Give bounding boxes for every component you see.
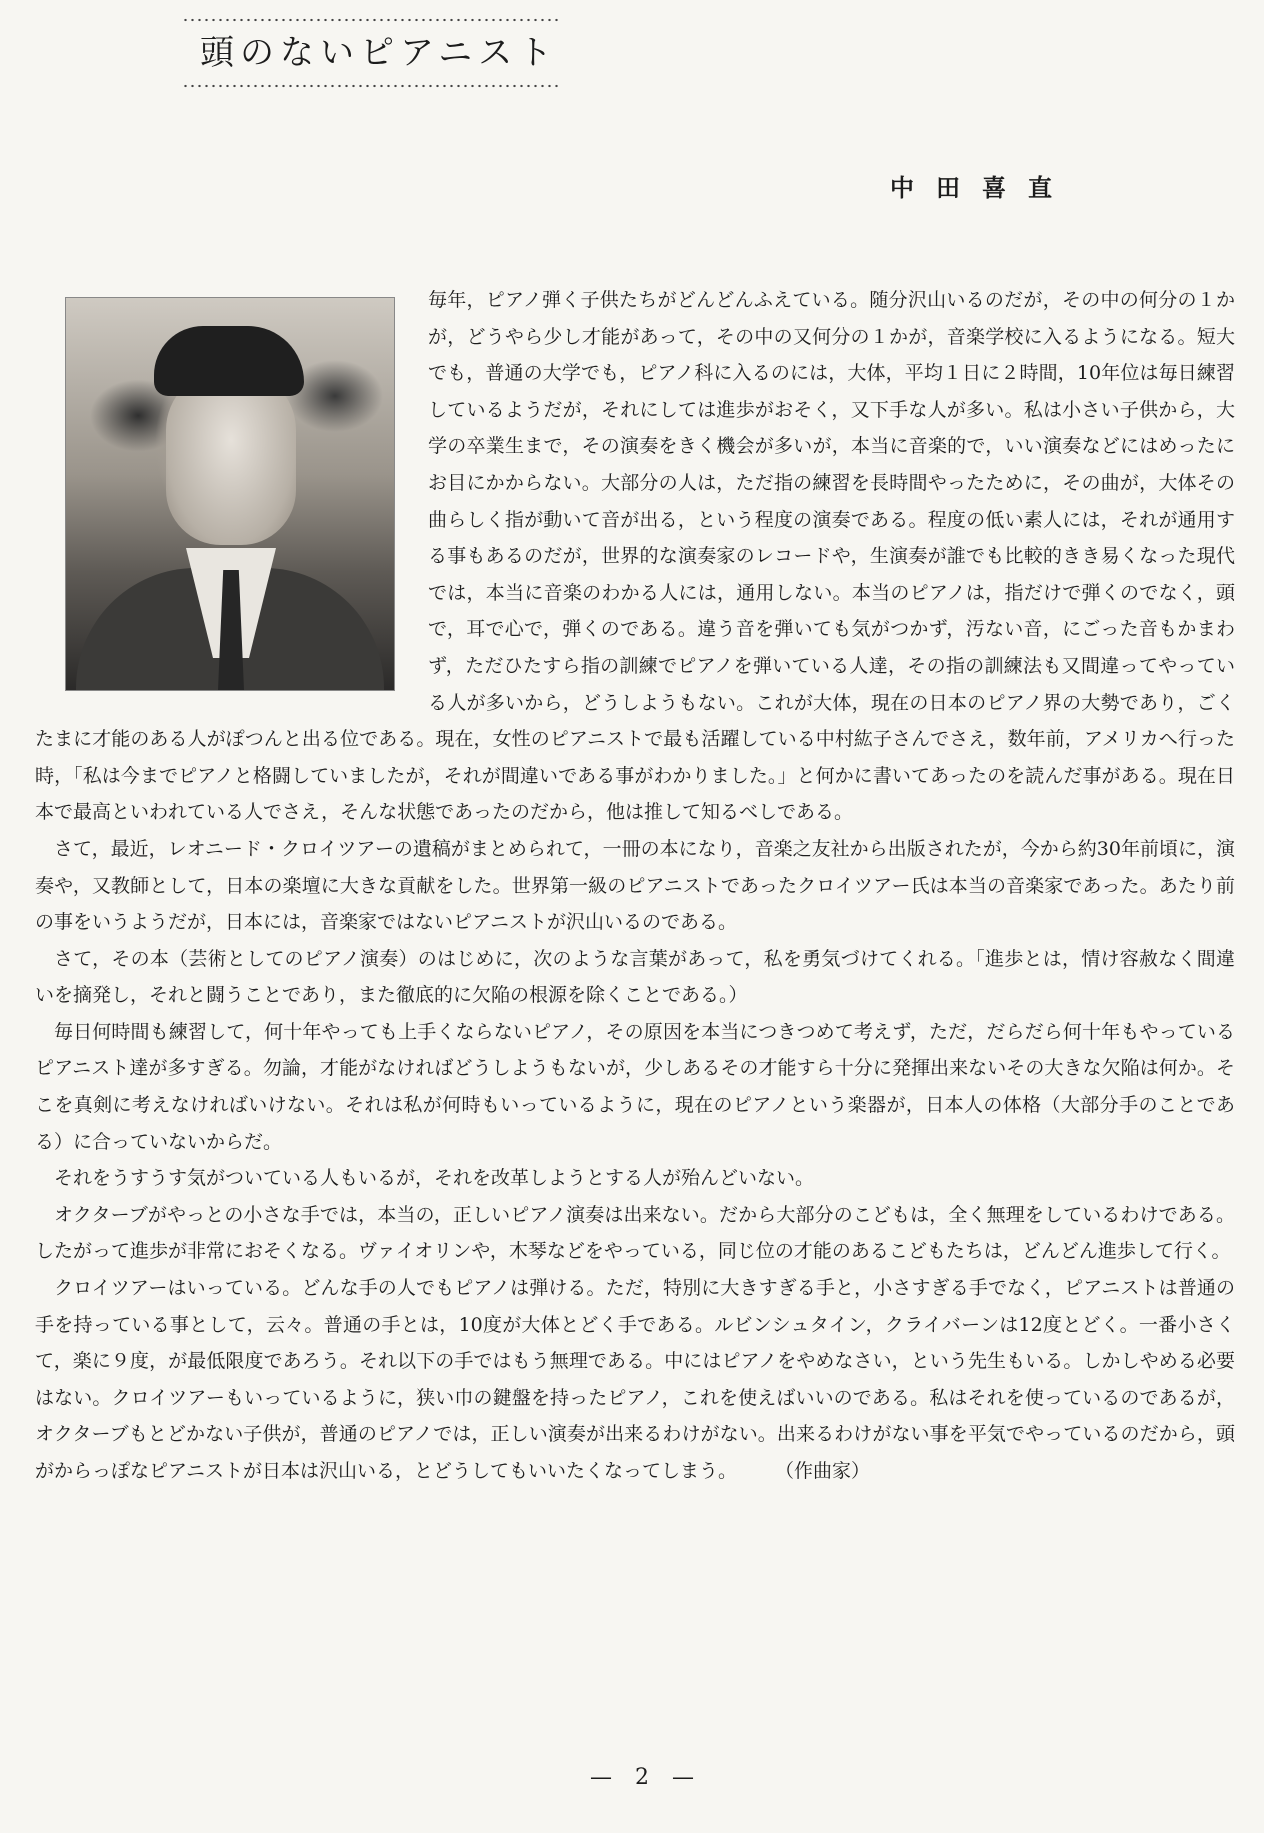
paragraph: クロイツアーはいっている。どんな手の人でもピアノは弾ける。ただ，特別に大きすぎる手と，小さすぎる手でなく，ピアニストは普通の手を持っている事として，云々。普通の手とは，10度が大体とどく手である。ルビンシュタイン，クライバーンは12度とどく。一番小さくて，楽に９度，が最低限度であろう。それ以下の手ではもう無理である。中にはピアノをやめなさい，という先生もいる。しかしやめる必要はない。クロイツアーもいっているように，狭い巾の鍵盤を持ったピアノ，これを使えばいいのである。私はそれを使っているのであるが，オクターブもとどかない子供が，普通のピアノでは，正しい演奏が出来るわけがない。出来るわけがない事を平気でやっているのだから，頭がからっぽなピアニストが日本は沢山いる，とどうしてもいいたくなってしまう。 （作曲家） (35, 1277, 1236, 1482)
author-name: 中田喜直 (890, 174, 1074, 202)
paragraph: それをうすうす気がついている人もいるが，それを改革しようとする人が殆んどいない。 (54, 1167, 815, 1190)
page-number: — 2 — (590, 1765, 702, 1790)
paragraph: 毎日何時間も練習して，何十年やっても上手くならないピアノ，その原因を本当につきつめて考えず，ただ，だらだら何十年もやっているピアニスト達が多すぎる。勿論，才能がなければどうしようもないが，少しあるその才能すら十分に発揮出来ないその大きな欠陥は何か。そこを真剣に考えなければいけない。それは私が何時もいっているように，現在のピアノという楽器が，日本人の体格（大部分手のことである）に合っていないからだ。 (35, 1020, 1235, 1153)
title-block (182, 18, 562, 88)
article-body (35, 282, 1235, 1490)
photo-wrap-spacer (35, 282, 428, 704)
title-bottom-ornament (182, 84, 562, 88)
article-title: 頭のないピアニスト (200, 33, 559, 73)
paragraph: 毎年，ピアノ弾く子供たちがどんどんふえている。随分沢山いるのだが，その中の何分の１かが，どうやら少し才能があって，その中の又何分の１かが，音楽学校に入るようになる。短大でも，普通の大学でも，ピアノ科に入るのには，大体，平均１日に２時間，10年位は毎日練習しているようだが，それにしては進歩がおそく，又下手な人が多い。私は小さい子供から，大学の卒業生まで，その演奏をきく機会が多いが，本当に音楽的で，いい演奏などにはめったにお目にかからない。大部分の人は，ただ指の練習を長時間やったために，その曲が，大体その曲らしく指が動いて音が出る，という程度の演奏である。程度の低い素人には，それが通用する事もあるのだが，世界的な演奏家のレコードや，生演奏が誰でも比較的きき易くなった現代では，本当に音楽のわかる人には，通用しない。本当のピアノは，指だけで弾くのでなく，頭で，耳で心で，弾くのである。違う音を弾いても気がつかず，汚ない音，にごった音もかまわず，ただひたすら指の訓練でピアノを弾いている人達，その指の訓練法も又間違ってやっている人が多いから，どうしようもない。これが大体，現在の日本のピアノ界の大勢であり，ごくたまに才能のある人がぽつんと出る位である。現在，女性のピアニストで最も活躍している中村紘子さんでさえ，数年前，アメリカへ行った時，「私は今までピアノと格闘していましたが，それが間違いである事がわかりました。」と何かに書いてあったのを読んだ事がある。現在日本で最高といわれている人でさえ，そんな状態であったのだから，他は推して知るべしである。 (35, 289, 1235, 824)
paragraph: オクターブがやっとの小さな手では，本当の，正しいピアノ演奏は出来ない。だから大部分のこどもは，全く無理をしているわけである。したがって進歩が非常におそくなる。ヴァイオリンや，木琴などをやっている，同じ位の才能のあるこどもたちは，どんどん進歩して行く。 (35, 1203, 1235, 1263)
paragraph: さて，その本（芸術としてのピアノ演奏）のはじめに，次のような言葉があって，私を勇気づけてくれる。「進歩とは，情け容赦なく間違いを摘発し，それと闘うことであり，また徹底的に欠陥の根源を除くことである。） (35, 947, 1235, 1007)
paragraph: さて，最近，レオニード・クロイツアーの遺稿がまとめられて，一冊の本になり，音楽之友社から出版されたが，今から約30年前頃に，演奏や，又教師として，日本の楽壇に大きな貢献をした。世界第一級のピアニストであったクロイツアー氏は本当の音楽家であった。あたり前の事をいうようだが，日本には，音楽家ではないピアニストが沢山いるのである。 (35, 837, 1235, 934)
